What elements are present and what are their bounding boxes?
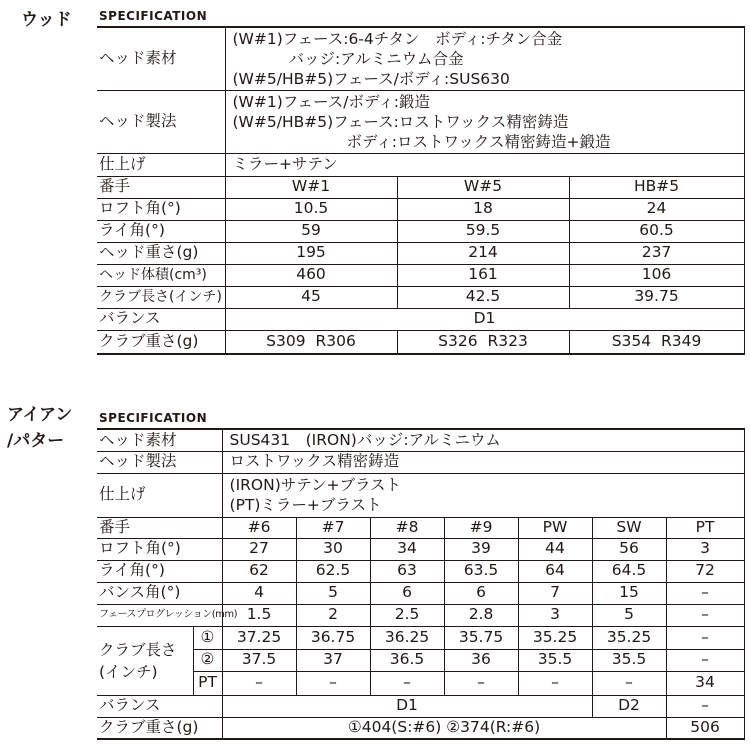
club-number: W#1 xyxy=(225,176,397,198)
head-weight-label: ヘッド重さ(g) xyxy=(97,242,225,264)
iron-head-method-label: ヘッド製法 xyxy=(97,451,222,473)
club-number: #7 xyxy=(296,517,370,538)
table-cell: 37.25 xyxy=(222,626,296,649)
lie-label: ライ角(°) xyxy=(97,220,225,242)
club-number: SW xyxy=(592,517,666,538)
table-cell: 4 xyxy=(222,582,296,604)
table-cell: 39.75 xyxy=(569,286,744,308)
table-cell: – xyxy=(666,626,744,649)
iron-head-method-value: ロストワックス精密鋳造 xyxy=(222,451,744,473)
table-cell: 37 xyxy=(296,649,370,671)
club-number: #8 xyxy=(370,517,444,538)
wood-section-title: ウッド xyxy=(21,10,72,30)
iron-spec-table xyxy=(97,428,745,740)
club-weight-label: クラブ重さ(g) xyxy=(97,330,225,354)
iron-finish-value: (IRON)サテン+ブラスト (PT)ミラー+ブラスト xyxy=(222,473,744,517)
length-mark: PT xyxy=(193,671,222,695)
club-number: PT xyxy=(666,517,744,538)
iron-section-title-line2: /パター xyxy=(7,431,65,451)
iron-head-material-label: ヘッド素材 xyxy=(97,429,222,451)
balance-value: D1 xyxy=(225,308,744,330)
table-cell: 36 xyxy=(444,649,518,671)
length-mark: ② xyxy=(193,649,222,671)
table-cell: 35.5 xyxy=(592,649,666,671)
table-cell: 5 xyxy=(296,582,370,604)
table-cell: 214 xyxy=(397,242,569,264)
table-cell: 3 xyxy=(666,538,744,560)
table-cell: 15 xyxy=(592,582,666,604)
iron-spec-heading: SPECIFICATION xyxy=(99,411,208,425)
balance-label: バランス xyxy=(97,308,225,330)
table-cell: 64.5 xyxy=(592,560,666,582)
club-length-label: クラブ長さ(インチ) xyxy=(97,286,225,308)
iron-number-label: 番手 xyxy=(97,517,222,538)
table-cell: 30 xyxy=(296,538,370,560)
table-cell: 2.5 xyxy=(370,604,444,626)
table-cell: 24 xyxy=(569,198,744,220)
table-cell: 56 xyxy=(592,538,666,560)
table-cell: 35.5 xyxy=(518,649,592,671)
table-cell: 1.5 xyxy=(222,604,296,626)
iron-lie-label: ライ角(°) xyxy=(97,560,222,582)
weight-pt-value: 506 xyxy=(666,717,744,739)
iron-club-length-label: クラブ長さ (インチ) xyxy=(97,626,193,695)
head-method-label: ヘッド製法 xyxy=(97,90,225,153)
table-cell: 460 xyxy=(225,264,397,286)
head-method-value: (W#1)フェース/ボディ:鍛造 (W#5/HB#5)フェース:ロストワックス精密鋳造 ボディ:ロストワックス精密鋳造+鍛造 xyxy=(225,90,744,153)
table-cell: 106 xyxy=(569,264,744,286)
table-cell: 237 xyxy=(569,242,744,264)
table-cell: 27 xyxy=(222,538,296,560)
table-cell: 35.75 xyxy=(444,626,518,649)
table-cell: 34 xyxy=(666,671,744,695)
table-cell: – xyxy=(666,604,744,626)
table-cell: – xyxy=(370,671,444,695)
table-cell: 63 xyxy=(370,560,444,582)
table-cell: – xyxy=(296,671,370,695)
table-cell: 10.5 xyxy=(225,198,397,220)
club-number: #9 xyxy=(444,517,518,538)
table-cell: 6 xyxy=(444,582,518,604)
wood-spec-heading: SPECIFICATION xyxy=(99,9,208,23)
table-cell: 60.5 xyxy=(569,220,744,242)
iron-finish-label: 仕上げ xyxy=(97,473,222,517)
table-cell: 63.5 xyxy=(444,560,518,582)
table-cell: S354 R349 xyxy=(569,330,744,354)
table-cell: – xyxy=(666,582,744,604)
club-number: W#5 xyxy=(397,176,569,198)
table-cell: 37.5 xyxy=(222,649,296,671)
table-cell: 35.25 xyxy=(592,626,666,649)
table-cell: 62 xyxy=(222,560,296,582)
table-cell: 59 xyxy=(225,220,397,242)
table-cell: – xyxy=(518,671,592,695)
iron-club-weight-label: クラブ重さ(g) xyxy=(97,717,222,739)
table-cell: – xyxy=(444,671,518,695)
table-cell: 62.5 xyxy=(296,560,370,582)
club-number: PW xyxy=(518,517,592,538)
table-cell: – xyxy=(666,649,744,671)
table-cell: 6 xyxy=(370,582,444,604)
club-number: HB#5 xyxy=(569,176,744,198)
table-cell: 59.5 xyxy=(397,220,569,242)
iron-section-title-line1: アイアン xyxy=(7,405,73,425)
table-cell: 18 xyxy=(397,198,569,220)
weight-iron-value: ①404(S:#6) ②374(R:#6) xyxy=(222,717,666,739)
iron-face-progression-label: フェースプログレッション(mm) xyxy=(97,604,222,626)
finish-value: ミラー+サテン xyxy=(225,153,744,176)
head-material-label: ヘッド素材 xyxy=(97,27,225,90)
iron-head-material-value: SUS431 (IRON)バッジ:アルミニウム xyxy=(222,429,744,451)
table-cell: 45 xyxy=(225,286,397,308)
iron-loft-label: ロフト角(°) xyxy=(97,538,222,560)
iron-bounce-label: バンス角(°) xyxy=(97,582,222,604)
table-cell: 2 xyxy=(296,604,370,626)
table-cell: 195 xyxy=(225,242,397,264)
table-cell: 34 xyxy=(370,538,444,560)
loft-label: ロフト角(°) xyxy=(97,198,225,220)
balance-iron-value: D1 xyxy=(222,695,592,717)
table-cell: 64 xyxy=(518,560,592,582)
table-cell: 2.8 xyxy=(444,604,518,626)
table-cell: – xyxy=(592,671,666,695)
table-cell: 7 xyxy=(518,582,592,604)
table-cell: 161 xyxy=(397,264,569,286)
head-material-value: (W#1)フェース:6-4チタン ボディ:チタン合金 バッジ:アルミニウム合金 (W#5/HB#5)フェース/ボディ:SUS630 xyxy=(225,27,744,90)
table-cell: S309 R306 xyxy=(225,330,397,354)
wood-spec-table xyxy=(97,26,745,355)
finish-label: 仕上げ xyxy=(97,153,225,176)
table-cell: 36.25 xyxy=(370,626,444,649)
table-cell: 42.5 xyxy=(397,286,569,308)
head-volume-label: ヘッド体積(cm³) xyxy=(97,264,225,286)
table-cell: 72 xyxy=(666,560,744,582)
table-cell: S326 R323 xyxy=(397,330,569,354)
table-cell: 36.5 xyxy=(370,649,444,671)
balance-sw-value: D2 xyxy=(592,695,666,717)
table-cell: 44 xyxy=(518,538,592,560)
table-cell: 39 xyxy=(444,538,518,560)
table-cell: 36.75 xyxy=(296,626,370,649)
number-label: 番手 xyxy=(97,176,225,198)
balance-pt-value: – xyxy=(666,695,744,717)
iron-balance-label: バランス xyxy=(97,695,222,717)
table-cell: 35.25 xyxy=(518,626,592,649)
table-cell: 5 xyxy=(592,604,666,626)
table-cell: – xyxy=(222,671,296,695)
length-mark: ① xyxy=(193,626,222,649)
club-number: #6 xyxy=(222,517,296,538)
table-cell: 3 xyxy=(518,604,592,626)
